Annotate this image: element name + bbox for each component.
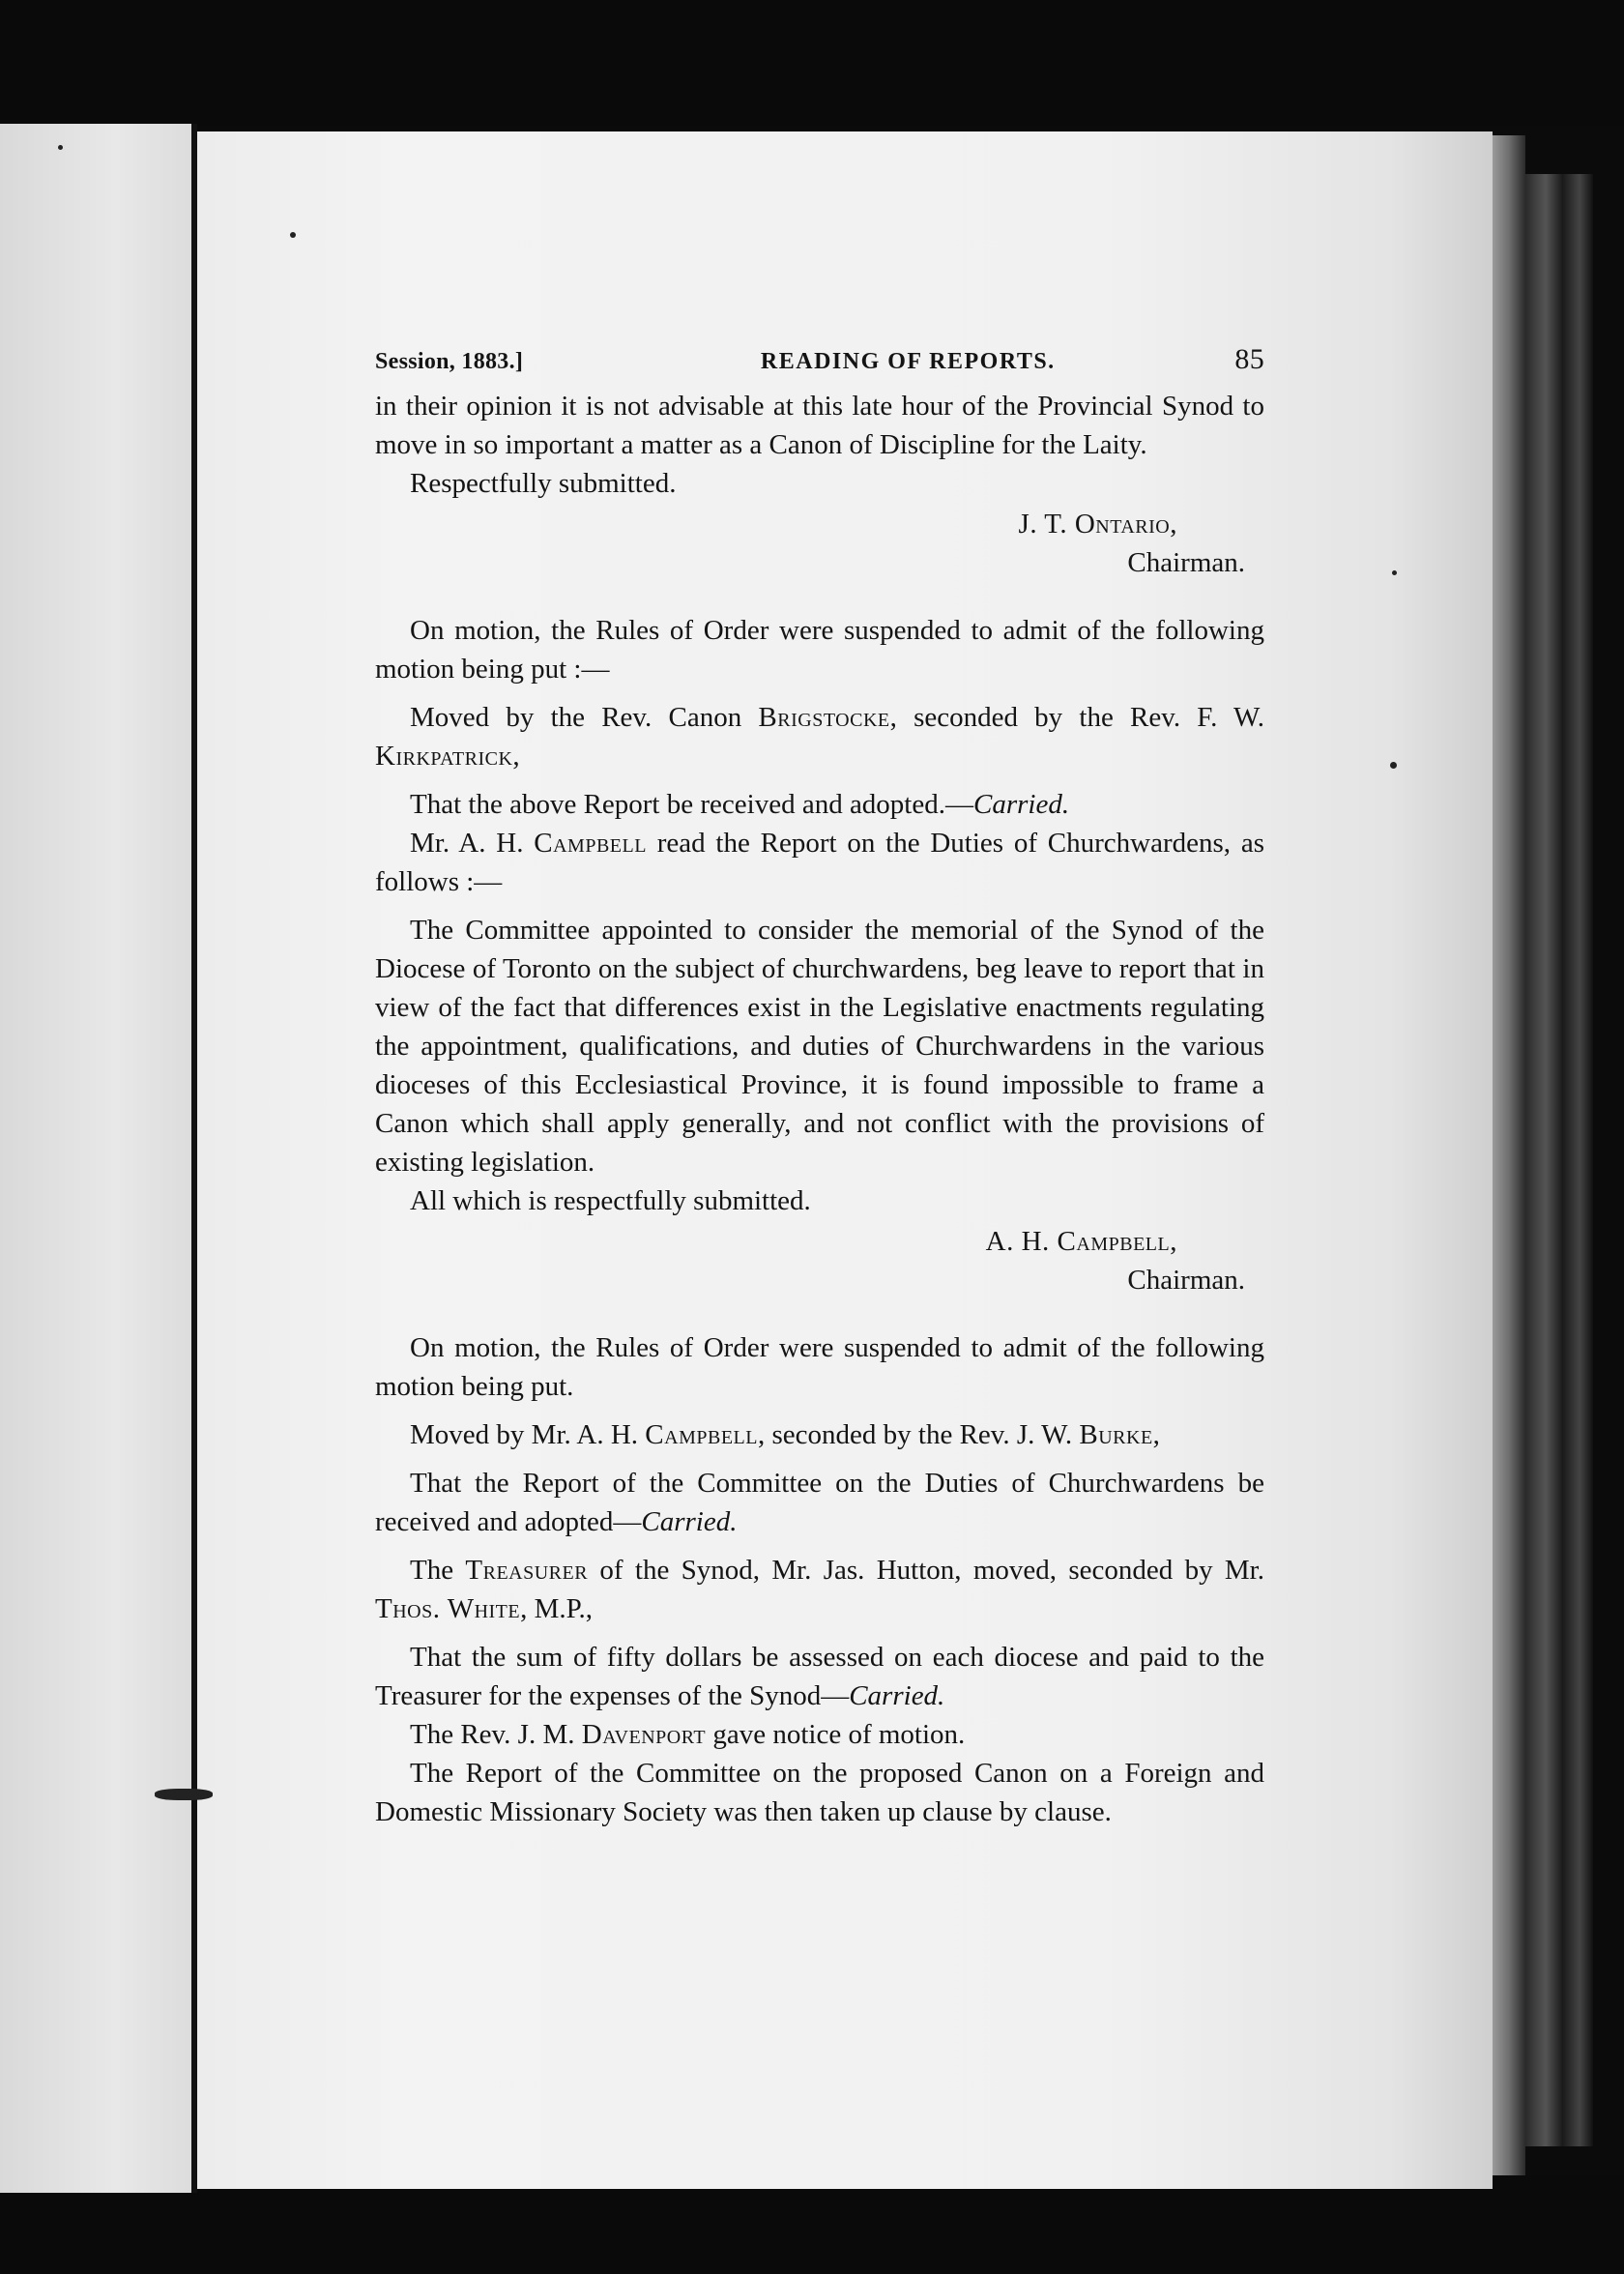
person-name: Kirkpatrick <box>375 741 513 772</box>
person-name: Campbell <box>534 828 647 859</box>
signature-role: Chairman. <box>1127 547 1245 578</box>
text-run: That the Report of the Committee on the Duties of Churchwardens be received and adopted— <box>375 1468 1264 1537</box>
paragraph: The Report of the Committee on the proposed Canon on a Foreign and Domestic Missionary Society was then taken up clause by clause. <box>375 1758 1264 1827</box>
text-run: , seconded by the Rev. F. W. <box>889 702 1264 733</box>
paragraph: Respectfully submitted. <box>410 468 677 499</box>
carried-label: Carried. <box>973 789 1070 820</box>
scan-bottom-border <box>0 2175 1624 2274</box>
paragraph: The Committee appointed to consider the memorial of the Synod of the Diocese of Toronto on the subject of churchwardens, beg leave to report that in view of the fact that differences exist in the Legislative enactments regulating the appointment, qualifications, and duties of Churchwardens in the various dioceses of this Ecclesiastical Province, it is found impossible to frame a Canon which shall apply generally, and not conflict with the provisions of existing legislation. <box>375 915 1264 1178</box>
signature-name <box>375 1222 1264 1261</box>
paragraph: in their opinion it is not advisable at this late hour of the Provincial Synod to move in so important a matter as a Canon of Discipline for the Laity. <box>375 391 1264 460</box>
paragraph <box>375 785 1264 824</box>
text-run: Moved by Mr. A. H. <box>410 1419 646 1450</box>
person-name: Burke <box>1079 1419 1153 1450</box>
signature-name <box>375 505 1264 543</box>
carried-label: Carried. <box>641 1506 738 1537</box>
person-name: Thos. White <box>375 1593 521 1624</box>
signature-role: Chairman. <box>1127 1265 1245 1296</box>
speck <box>58 145 63 150</box>
text-run: , M.P., <box>520 1593 594 1624</box>
scan-top-border <box>0 0 1624 126</box>
person-name: Brigstocke <box>758 702 890 733</box>
text-run: The <box>410 1555 466 1586</box>
person-name: Campbell <box>645 1419 758 1450</box>
carried-label: Carried. <box>849 1680 945 1711</box>
text-run: The Rev. J. M. <box>410 1719 582 1750</box>
text-run: Moved by the Rev. Canon <box>410 702 759 733</box>
paragraph: All which is respectfully submitted. <box>410 1185 811 1216</box>
paragraph <box>375 1551 1264 1628</box>
text-run: , <box>512 741 520 772</box>
paragraph <box>375 1415 1264 1454</box>
session-label: Session, 1883.] <box>375 349 524 374</box>
text-run: of the Synod, Mr. Jas. Hutton, moved, seconded by Mr. <box>588 1555 1264 1586</box>
page-header <box>375 340 1264 381</box>
paragraph <box>375 824 1264 901</box>
paragraph <box>375 1464 1264 1541</box>
page-content <box>375 340 1264 1831</box>
text-run: That the sum of fifty dollars be assessed on each diocese and paid to the Treasurer for the expenses of the Synod— <box>375 1642 1264 1711</box>
page-right-edge <box>1493 135 1525 2175</box>
speck <box>1392 570 1397 575</box>
paragraph: On motion, the Rules of Order were suspended to admit of the following motion being put :— <box>375 615 1264 685</box>
text-run: gave notice of motion. <box>706 1719 966 1750</box>
speck <box>290 232 296 238</box>
running-head: READING OF REPORTS. <box>760 349 1056 374</box>
paragraph <box>375 1715 1264 1754</box>
text-run: read the Report on the Duties of Churchwardens, as follows :— <box>375 828 1264 897</box>
person-name: Davenport <box>581 1719 707 1750</box>
paragraph: On motion, the Rules of Order were suspended to admit of the following motion being put. <box>375 1332 1264 1402</box>
paragraph <box>375 1638 1264 1715</box>
text-run: , <box>1152 1419 1160 1450</box>
person-name: Treasurer <box>465 1555 589 1586</box>
text-run: , seconded by the Rev. J. W. <box>757 1419 1080 1450</box>
paragraph <box>375 698 1264 775</box>
text-run: Mr. A. H. <box>410 828 535 859</box>
signature-name-text: J. T. Ontario, <box>1018 509 1177 539</box>
signature-name-text: A. H. Campbell, <box>985 1226 1177 1257</box>
speck <box>1390 762 1397 769</box>
speck <box>155 1789 213 1800</box>
page-number: 85 <box>1234 343 1264 375</box>
book-binding <box>1525 174 1593 2146</box>
text-run: That the above Report be received and adopted.— <box>410 789 973 820</box>
facing-page-edge <box>0 124 193 2193</box>
